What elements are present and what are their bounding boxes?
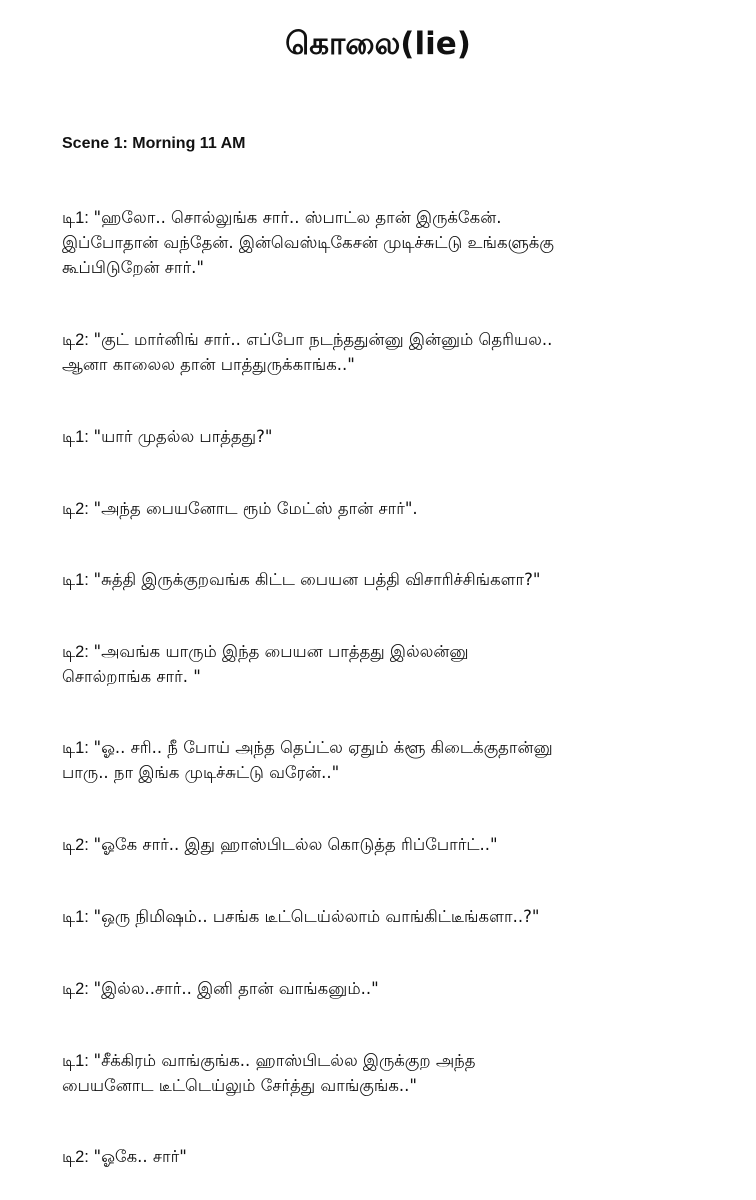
- speaker-label: டி1:: [62, 428, 94, 446]
- speaker-label: டி2:: [62, 836, 94, 854]
- dialogue-text: "அந்த பையனோட ரூம் மேட்ஸ் தான் சார்".: [93, 499, 418, 518]
- dialogue-text: இப்போதான் வந்தேன். இன்வெஸ்டிகேசன் முடிச்சுட்டு உங்களுக்கு: [62, 233, 554, 252]
- dialogue-line: [62, 904, 742, 930]
- dialogue-line: [62, 976, 742, 1002]
- dialogue-line: [62, 255, 742, 280]
- speaker-label: டி1:: [62, 209, 94, 227]
- dialogue-line: [62, 230, 742, 255]
- dialogue-text: கூப்பிடுறேன் சார்.": [62, 258, 205, 277]
- speaker-label: டி1:: [62, 908, 94, 926]
- dialogue-line: [62, 1048, 742, 1074]
- dialogue-text: சொல்றாங்க சார். ": [62, 667, 201, 686]
- speaker-label: டி1:: [62, 739, 94, 757]
- dialogue-text: "சுத்தி இருக்குறவங்க கிட்ட பையன பத்தி விசாரிச்சிங்களா?": [93, 570, 541, 589]
- dialogue-line: [62, 735, 742, 761]
- speaker-label: டி1:: [62, 1052, 94, 1070]
- speaker-label: டி2:: [62, 1148, 94, 1166]
- dialogue-line: [62, 205, 742, 231]
- dialogue-text: பாரு.. நா இங்க முடிச்சுட்டு வரேன்..": [62, 763, 340, 782]
- speaker-label: டி2:: [62, 331, 94, 349]
- dialogue-text: பையனோட டீட்டெய்லும் சேர்த்து வாங்குங்க..": [62, 1076, 417, 1095]
- dialogue-line: [62, 1073, 742, 1098]
- dialogue-line: [62, 567, 742, 593]
- scene-heading: Scene 1: Morning 11 AM: [62, 135, 246, 152]
- dialogue-line: [62, 760, 742, 785]
- dialogue-line: [62, 424, 742, 450]
- dialogue-text: "இல்ல..சார்.. இனி தான் வாங்கனும்..": [93, 979, 379, 998]
- dialogue-line: [62, 496, 742, 522]
- dialogue-text: "குட் மார்னிங் சார்.. எப்போ நடந்ததுன்னு இன்னும் தெரியல..: [93, 330, 553, 349]
- speaker-label: டி2:: [62, 500, 94, 518]
- dialogue-line: [62, 639, 742, 665]
- dialogue-text: "ஓகே சார்.. இது ஹாஸ்பிடல்ல கொடுத்த ரிப்போர்ட்..": [93, 835, 498, 854]
- dialogue-line: [62, 832, 742, 858]
- speaker-label: டி1:: [62, 571, 94, 589]
- dialogue-text: "யார் முதல்ல பாத்தது?": [93, 427, 273, 446]
- dialogue-text: "ஓ.. சரி.. நீ போய் அந்த தெப்ட்ல ஏதும் க்ளூ கிடைக்குதான்னு: [93, 738, 553, 757]
- dialogue-text: "ஓகே.. சார்": [93, 1147, 187, 1166]
- dialogue-text: "ஹலோ.. சொல்லுங்க சார்.. ஸ்பாட்ல தான் இருக்கேன்.: [93, 208, 502, 227]
- document-title: கொலை(lie): [285, 26, 471, 62]
- dialogue-text: "சீக்கிரம் வாங்குங்க.. ஹாஸ்பிடல்ல இருக்குற அந்த: [93, 1051, 476, 1070]
- speaker-label: டி2:: [62, 980, 94, 998]
- dialogue-line: [62, 352, 742, 377]
- dialogue-text: ஆனா காலைல தான் பாத்துருக்காங்க..": [62, 355, 355, 374]
- dialogue-line: [62, 664, 742, 689]
- dialogue-line: [62, 1144, 742, 1170]
- speaker-label: டி2:: [62, 643, 94, 661]
- dialogue-text: "ஒரு நிமிஷம்.. பசங்க டீட்டெய்ல்லாம் வாங்கிட்டீங்களா..?": [93, 907, 540, 926]
- dialogue-line: [62, 327, 742, 353]
- dialogue-text: "அவங்க யாரும் இந்த பையன பாத்தது இல்லன்னு: [93, 642, 469, 661]
